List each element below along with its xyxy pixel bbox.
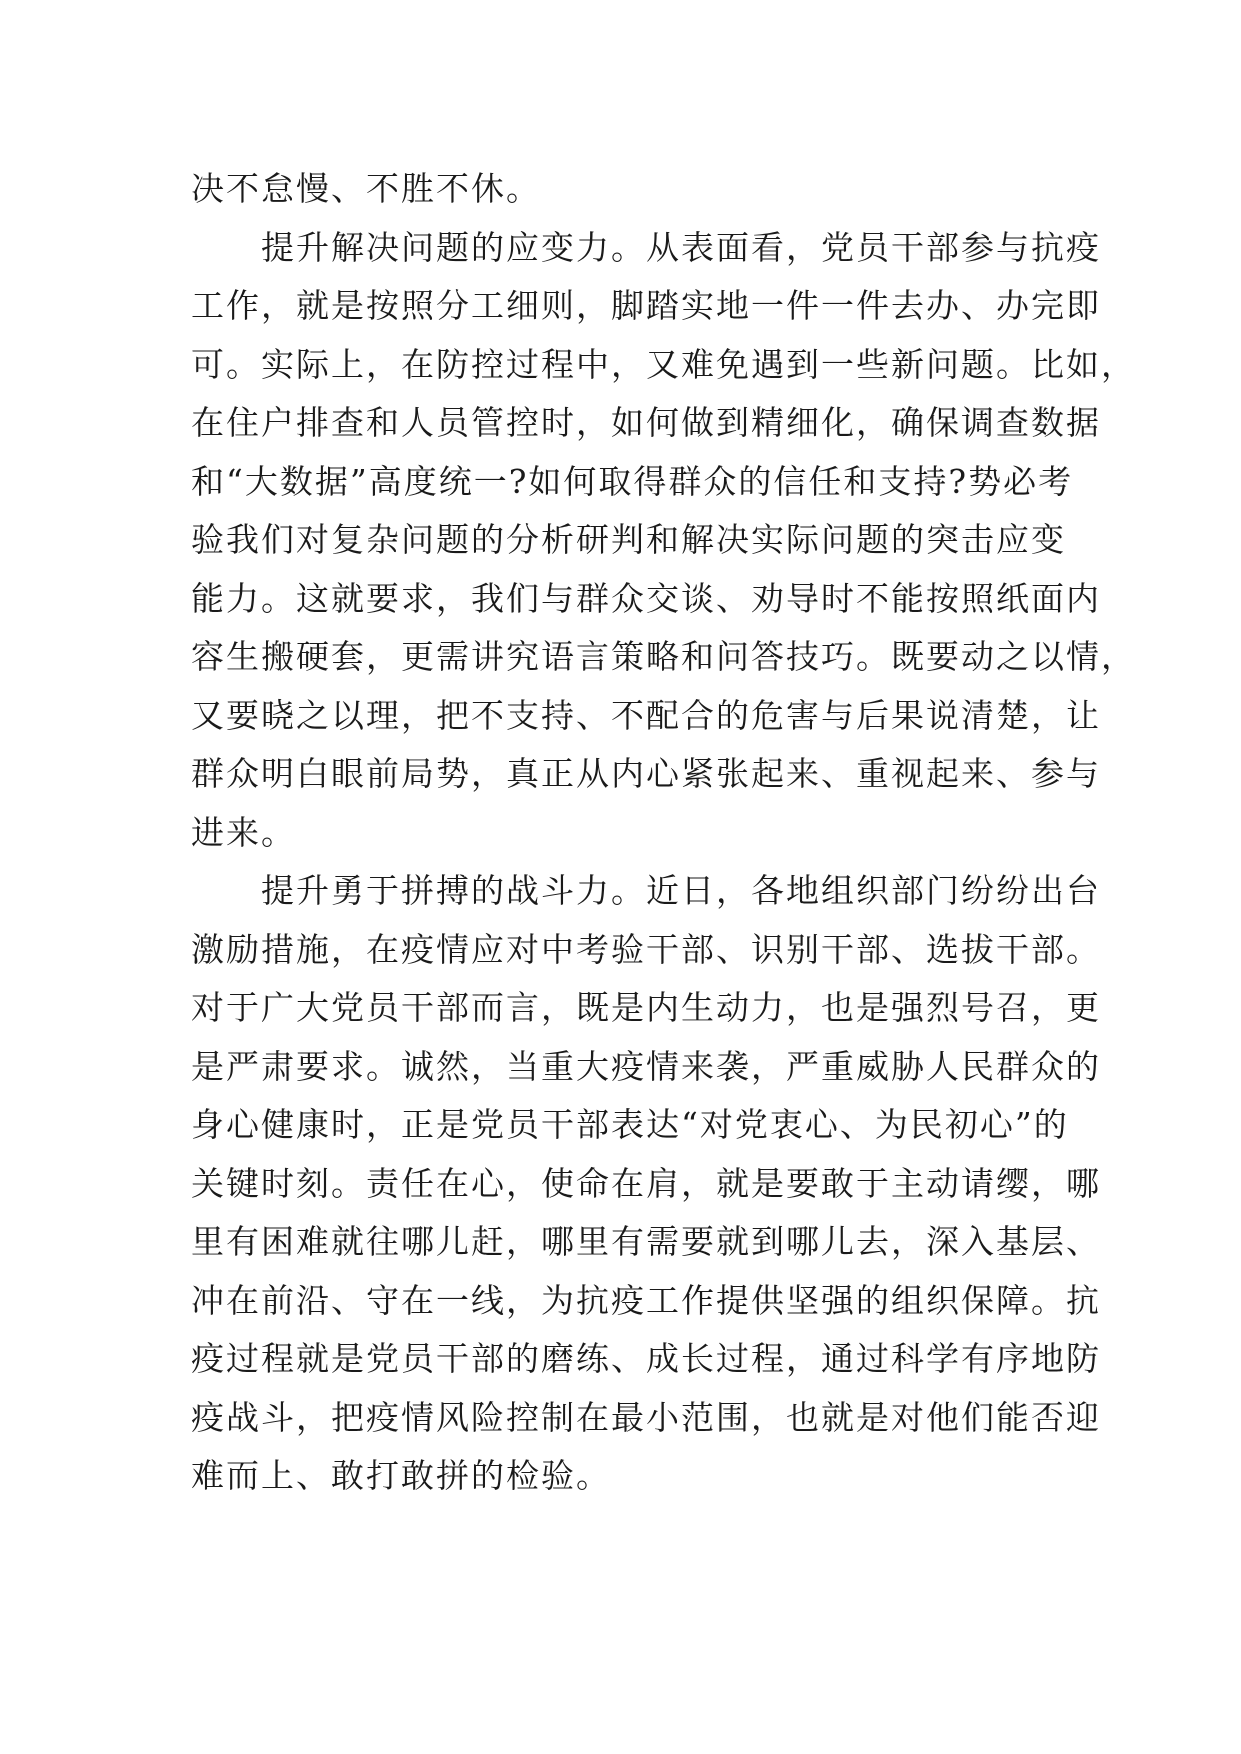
text-line: 身心健康时，正是党员干部表达“对党衷心、为民初心”的 <box>191 1105 1069 1144</box>
text-line: 决不怠慢、不胜不休。 <box>191 169 541 208</box>
text-line: 是严肃要求。诚然，当重大疫情来袭，严重威胁人民群众的 <box>191 1046 1101 1086</box>
text-line: 难而上、敢打敢拼的检验。 <box>191 1456 611 1495</box>
text-line: 疫战斗，把疫情风险控制在最小范围，也就是对他们能否迎 <box>191 1397 1101 1437</box>
text-line: 验我们对复杂问题的分析研判和解决实际问题的突击应变 <box>191 520 1066 559</box>
text-line: 又要晓之以理，把不支持、不配合的危害与后果说清楚，让 <box>191 695 1101 735</box>
paragraph-start-line: 提升解决问题的应变力。从表面看，党员干部参与抗疫 <box>261 227 1101 267</box>
body-text <box>191 160 1136 1506</box>
text-line: 进来。 <box>191 812 296 852</box>
text-line: 疫过程就是党员干部的磨练、成长过程，通过科学有序地防 <box>191 1339 1101 1378</box>
text-line: 可。实际上，在防控过程中，又难免遇到一些新问题。比如， <box>191 344 1136 384</box>
text-line: 能力。这就要求，我们与群众交谈、劝导时不能按照纸面内 <box>191 578 1101 618</box>
paragraph-start-line: 提升勇于拼搏的战斗力。近日，各地组织部门纷纷出台 <box>261 871 1101 910</box>
text-line: 容生搬硬套，更需讲究语言策略和问答技巧。既要动之以情， <box>191 637 1136 676</box>
text-line: 里有困难就往哪儿赶，哪里有需要就到哪儿去，深入基层、 <box>191 1222 1101 1261</box>
text-line: 关键时刻。责任在心，使命在肩，就是要敢于主动请缨，哪 <box>191 1163 1101 1203</box>
text-line: 工作，就是按照分工细则，脚踏实地一件一件去办、办完即 <box>191 286 1101 325</box>
text-line: 群众明白眼前局势，真正从内心紧张起来、重视起来、参与 <box>191 754 1101 793</box>
text-line: 对于广大党员干部而言，既是内生动力，也是强烈号召，更 <box>191 988 1101 1027</box>
text-line: 激励措施，在疫情应对中考验干部、识别干部、选拔干部。 <box>191 929 1101 969</box>
text-line: 和“大数据”高度统一?如何取得群众的信任和支持?势必考 <box>191 461 1074 501</box>
text-line: 在住户排查和人员管控时，如何做到精细化，确保调查数据 <box>191 403 1101 442</box>
text-line: 冲在前沿、守在一线，为抗疫工作提供坚强的组织保障。抗 <box>191 1280 1101 1320</box>
